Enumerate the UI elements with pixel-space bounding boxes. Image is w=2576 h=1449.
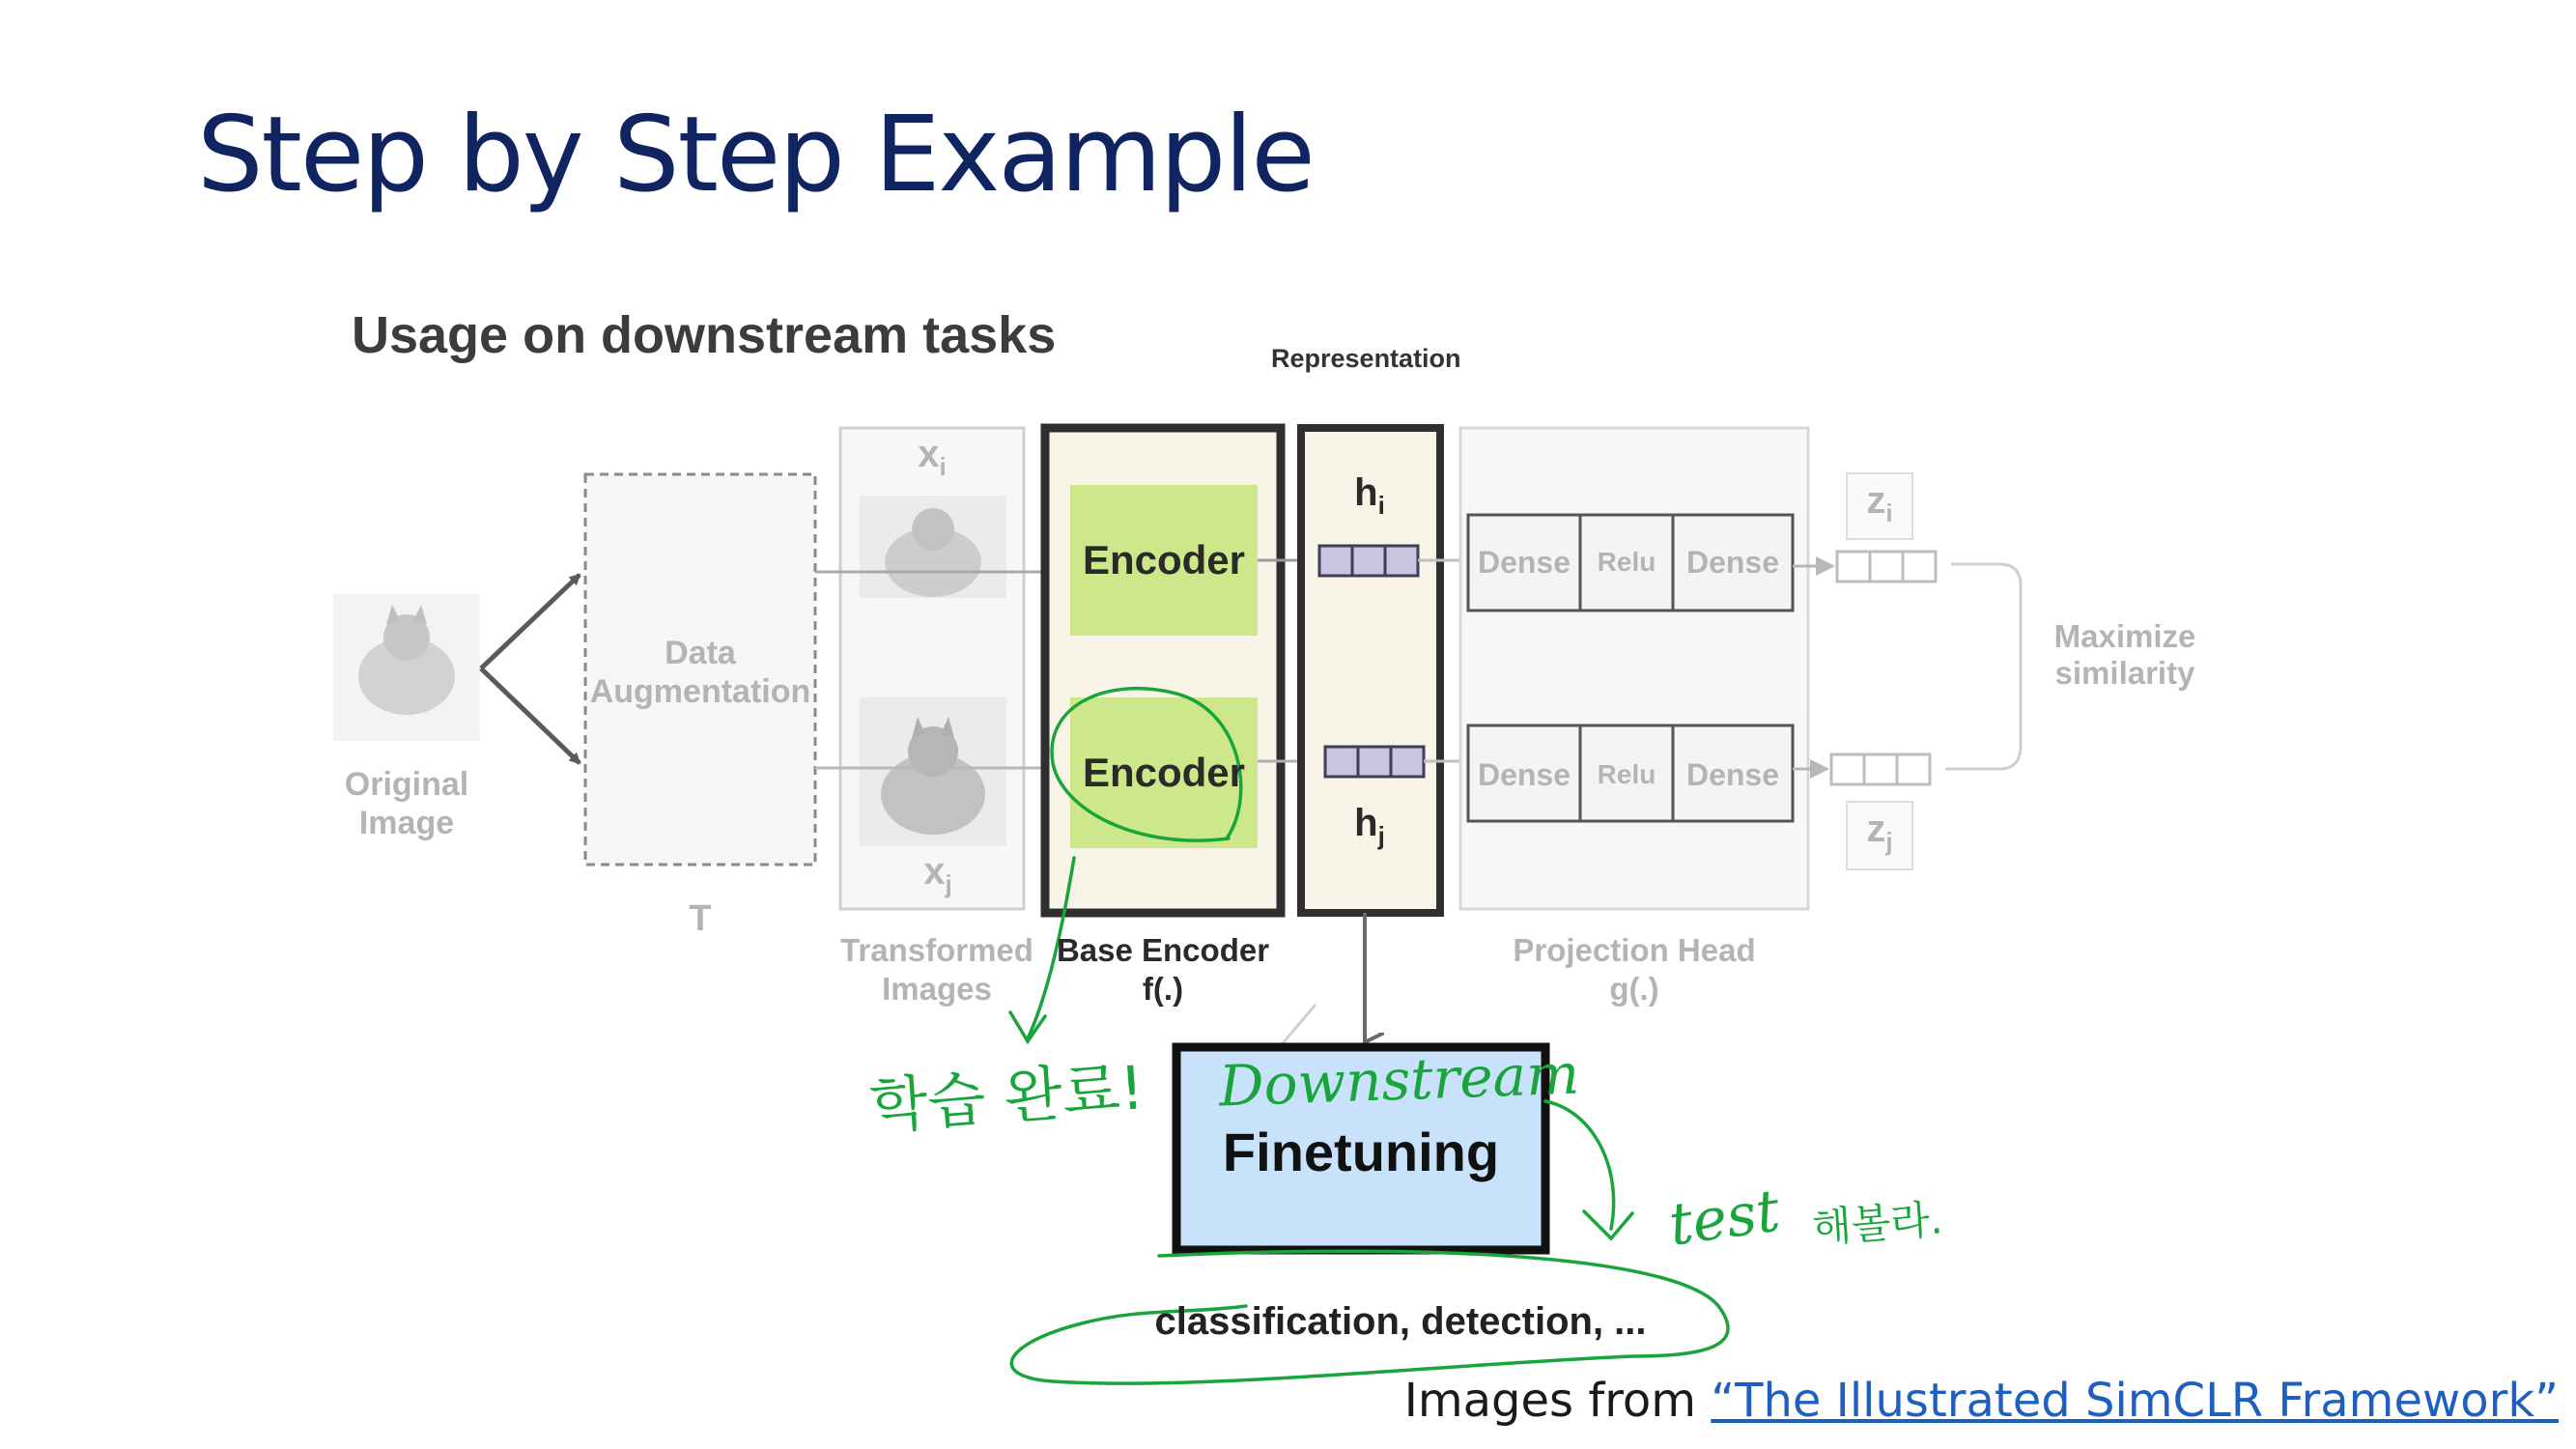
data-augmentation-label: Data Augmentation: [589, 635, 811, 710]
test-arrow-mark: [1545, 1101, 1632, 1238]
credit-link[interactable]: “The Illustrated SimCLR Framework”: [1711, 1374, 2559, 1428]
relu-bottom: Relu: [1597, 759, 1656, 789]
handwritten-korean-right: 해볼라.: [1810, 1195, 1944, 1252]
similarity-bracket: [1945, 564, 2021, 769]
transformed-image-top: [860, 496, 1006, 598]
vector-zj: [1831, 754, 1930, 784]
representation-label: Representation: [1271, 344, 1461, 373]
dense-top-1: Dense: [1477, 545, 1571, 580]
xi-label: $x_i$: [918, 433, 947, 481]
projection-head-label: Projection Head g(.): [1513, 932, 1756, 1007]
diagram-subtitle: Usage on downstream tasks: [352, 306, 1057, 364]
dense-top-2: Dense: [1685, 545, 1780, 580]
xj-label: $x_j$: [923, 850, 952, 898]
hj-label: $h_j$: [1354, 802, 1385, 850]
original-image-label: Original Image: [344, 766, 469, 841]
vector-hj: [1325, 747, 1424, 777]
original-image-thumbnail: [333, 594, 480, 741]
projection-head-panel: [1460, 428, 1808, 909]
dense-bottom-1: Dense: [1477, 757, 1571, 792]
dense-bottom-2: Dense: [1685, 757, 1780, 792]
transformed-image-bottom: [860, 697, 1006, 846]
base-encoder-label: Base Encoder f(.): [1056, 932, 1270, 1007]
encoder-top-label: Encoder: [1082, 537, 1246, 582]
finetuning-label: Finetuning: [1222, 1122, 1500, 1182]
credit-prefix: Images from: [1403, 1374, 1712, 1428]
vector-hi: [1319, 546, 1418, 576]
downstream-tasks-label: classification, detection, ...: [1154, 1300, 1647, 1343]
relu-top: Relu: [1597, 547, 1656, 577]
image-credit: [1404, 1374, 2559, 1428]
handwritten-downstream: Downstream: [1217, 1040, 1581, 1120]
hi-label: $h_i$: [1354, 471, 1385, 520]
handwritten-korean-left: 학습 완료!: [867, 1052, 1146, 1142]
maximize-similarity-label: Maximize similarity: [2053, 618, 2196, 691]
handwritten-test: test: [1664, 1177, 1784, 1260]
encoder-bottom-label: Encoder: [1082, 750, 1246, 795]
zj-label: $z_j$: [1866, 808, 1893, 856]
vector-zi: [1837, 552, 1936, 582]
arrow-to-augmentation-bottom: [481, 668, 580, 763]
transformed-images-label: Transformed Images: [840, 932, 1033, 1007]
slide-title: Step by Step Example: [197, 95, 1314, 215]
zi-label: $z_i$: [1866, 479, 1893, 527]
augmentation-symbol: T: [689, 898, 712, 939]
arrow-to-augmentation-top: [481, 575, 580, 668]
